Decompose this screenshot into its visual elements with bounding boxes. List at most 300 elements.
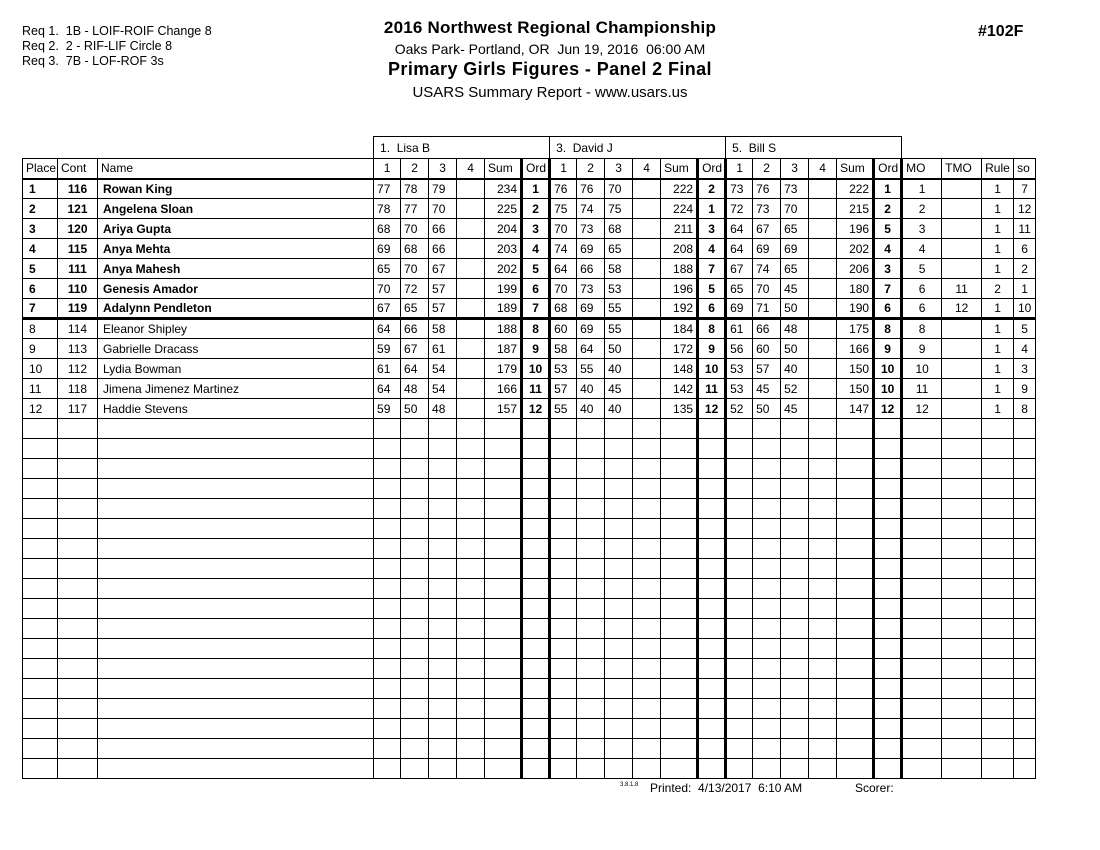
empty-cell [58,699,98,719]
empty-cell [837,659,874,679]
empty-cell [577,479,605,499]
empty-cell [633,759,661,779]
empty-cell [982,619,1014,639]
empty-cell [485,499,522,519]
empty-cell [726,679,753,699]
empty-cell [726,499,753,519]
result-row [23,199,1036,219]
empty-cell [982,519,1014,539]
empty-cell [982,739,1014,759]
judge3-sum-cell: 222 [837,179,874,199]
empty-cell [457,599,485,619]
empty-cell [522,599,550,619]
empty-cell [485,739,522,759]
empty-cell [429,679,457,699]
empty-cell [726,639,753,659]
empty-cell [58,519,98,539]
empty-cell [874,539,902,559]
col-header-rule: Rule [982,159,1014,179]
judge2-score4-cell [633,399,661,419]
contestant-number-cell: 118 [58,379,98,399]
judge1-score4-cell [457,179,485,199]
judge3-ordinal-cell: 2 [874,199,902,219]
judge2-score3-cell: 50 [605,339,633,359]
sum-of-ordinals-cell: 2 [1014,259,1036,279]
result-row [23,319,1036,339]
empty-cell [698,639,726,659]
empty-cell [58,499,98,519]
empty-cell [874,719,902,739]
judge3-ordinal-cell: 1 [874,179,902,199]
judge3-ordinal-cell: 6 [874,299,902,319]
empty-cell [982,539,1014,559]
judge3-sum-cell: 150 [837,359,874,379]
empty-cell [550,519,577,539]
empty-row [23,679,1036,699]
sum-of-ordinals-cell: 10 [1014,299,1036,319]
empty-cell [1014,539,1036,559]
empty-cell [429,419,457,439]
judge1-score1-cell: 69 [374,239,401,259]
sum-of-ordinals-cell: 5 [1014,319,1036,339]
col-header-so: so [1014,159,1036,179]
empty-cell [633,739,661,759]
judge3-ordinal-cell: 3 [874,259,902,279]
empty-cell [902,699,942,719]
rule-cell: 1 [982,239,1014,259]
empty-cell [98,679,374,699]
judge1-score3-cell: 66 [429,239,457,259]
empty-cell [522,499,550,519]
judge-header-spacer-left [23,137,374,159]
empty-row [23,739,1036,759]
judge2-score4-cell [633,179,661,199]
empty-cell [726,479,753,499]
empty-cell [605,759,633,779]
empty-cell [605,539,633,559]
empty-cell [874,759,902,779]
empty-cell [837,519,874,539]
empty-cell [809,679,837,699]
judge1-score3-cell: 58 [429,319,457,339]
empty-cell [902,739,942,759]
empty-cell [753,559,781,579]
empty-cell [605,439,633,459]
empty-cell [23,699,58,719]
empty-cell [1014,759,1036,779]
empty-row [23,699,1036,719]
empty-cell [661,699,698,719]
result-row [23,219,1036,239]
empty-cell [374,559,401,579]
empty-cell [522,719,550,739]
empty-cell [698,679,726,699]
judge3-ordinal-cell: 7 [874,279,902,299]
empty-cell [401,559,429,579]
empty-cell [809,699,837,719]
empty-cell [809,619,837,639]
judge2-score2-cell: 69 [577,299,605,319]
empty-row [23,439,1036,459]
col-header-judge1-score1: 1 [374,159,401,179]
judge2-score1-cell: 57 [550,379,577,399]
empty-cell [550,619,577,639]
empty-cell [781,639,809,659]
empty-cell [58,539,98,559]
empty-cell [781,759,809,779]
empty-cell [698,659,726,679]
empty-cell [661,619,698,639]
empty-cell [661,719,698,739]
place-cell: 11 [23,379,58,399]
empty-cell [726,619,753,639]
col-header-mo: MO [902,159,942,179]
judge1-score4-cell [457,379,485,399]
judge3-sum-cell: 215 [837,199,874,219]
judge1-score2-cell: 78 [401,179,429,199]
majority-ordinal-cell: 11 [902,379,942,399]
col-header-judge2-score1: 1 [550,159,577,179]
judge3-score2-cell: 76 [753,179,781,199]
judge1-sum-cell: 234 [485,179,522,199]
empty-cell [605,419,633,439]
judge2-score3-cell: 58 [605,259,633,279]
empty-cell [781,579,809,599]
empty-cell [902,639,942,659]
majority-ordinal-cell: 6 [902,299,942,319]
contestant-number-cell: 117 [58,399,98,419]
judge2-score2-cell: 74 [577,199,605,219]
empty-cell [698,519,726,539]
sum-of-ordinals-cell: 8 [1014,399,1036,419]
judge2-score4-cell [633,259,661,279]
empty-cell [429,719,457,739]
judge3-score3-cell: 73 [781,179,809,199]
empty-cell [23,659,58,679]
empty-cell [982,759,1014,779]
software-version: 3.8.1.8 [620,782,639,788]
judge3-score3-cell: 50 [781,299,809,319]
empty-cell [457,579,485,599]
judge1-sum-cell: 157 [485,399,522,419]
empty-cell [942,759,982,779]
empty-cell [605,519,633,539]
judge3-score3-cell: 65 [781,219,809,239]
judge2-score4-cell [633,219,661,239]
judge1-score2-cell: 65 [401,299,429,319]
total-majority-ordinal-cell [942,259,982,279]
judge1-score1-cell: 67 [374,299,401,319]
contestant-number-cell: 116 [58,179,98,199]
judge1-score4-cell [457,299,485,319]
empty-cell [485,619,522,639]
empty-cell [374,639,401,659]
skater-name-cell: Gabrielle Dracass [98,339,374,359]
judge2-score2-cell: 55 [577,359,605,379]
judge3-score3-cell: 52 [781,379,809,399]
empty-cell [809,479,837,499]
skater-name-cell: Rowan King [98,179,374,199]
empty-cell [98,619,374,639]
empty-cell [942,699,982,719]
empty-cell [98,559,374,579]
empty-cell [633,539,661,559]
empty-cell [874,699,902,719]
judge1-score3-cell: 61 [429,339,457,359]
judge3-score2-cell: 70 [753,279,781,299]
col-header-judge1-sum: Sum [485,159,522,179]
sum-of-ordinals-cell: 9 [1014,379,1036,399]
judge3-score4-cell [809,219,837,239]
place-cell: 3 [23,219,58,239]
empty-cell [982,479,1014,499]
empty-cell [874,499,902,519]
empty-cell [874,459,902,479]
empty-cell [902,539,942,559]
col-header-judge3-score4: 4 [809,159,837,179]
empty-cell [522,459,550,479]
empty-cell [781,539,809,559]
judge2-score1-cell: 68 [550,299,577,319]
empty-cell [809,759,837,779]
judge2-score3-cell: 68 [605,219,633,239]
col-header-judge2-score4: 4 [633,159,661,179]
empty-cell [837,619,874,639]
empty-cell [942,619,982,639]
judge3-sum-cell: 180 [837,279,874,299]
empty-cell [522,519,550,539]
empty-cell [633,679,661,699]
empty-cell [577,559,605,579]
empty-cell [605,479,633,499]
empty-cell [982,659,1014,679]
majority-ordinal-cell: 4 [902,239,942,259]
empty-cell [522,619,550,639]
result-row [23,379,1036,399]
empty-cell [809,639,837,659]
empty-cell [457,659,485,679]
empty-cell [809,559,837,579]
judge1-sum-cell: 225 [485,199,522,219]
judge2-score1-cell: 60 [550,319,577,339]
judge3-sum-cell: 202 [837,239,874,259]
empty-row [23,459,1036,479]
empty-cell [429,479,457,499]
judge1-score2-cell: 77 [401,199,429,219]
empty-cell [661,479,698,499]
judge2-ordinal-cell: 10 [698,359,726,379]
judge-1-name: 1. Lisa B [374,137,550,159]
empty-cell [577,659,605,679]
majority-ordinal-cell: 12 [902,399,942,419]
skater-name-cell: Haddie Stevens [98,399,374,419]
judge3-ordinal-cell: 10 [874,359,902,379]
empty-cell [661,739,698,759]
empty-cell [753,699,781,719]
empty-cell [781,559,809,579]
empty-cell [753,419,781,439]
judge1-sum-cell: 188 [485,319,522,339]
empty-row [23,759,1036,779]
empty-cell [753,599,781,619]
empty-cell [781,659,809,679]
empty-cell [457,519,485,539]
empty-cell [605,499,633,519]
place-cell: 12 [23,399,58,419]
empty-cell [781,499,809,519]
empty-cell [698,599,726,619]
judge1-score1-cell: 64 [374,319,401,339]
judge2-sum-cell: 184 [661,319,698,339]
judge1-ordinal-cell: 5 [522,259,550,279]
empty-cell [837,759,874,779]
empty-cell [577,419,605,439]
empty-cell [698,619,726,639]
empty-cell [98,699,374,719]
total-majority-ordinal-cell [942,379,982,399]
empty-cell [485,659,522,679]
empty-cell [837,739,874,759]
empty-cell [605,559,633,579]
empty-cell [577,499,605,519]
empty-cell [485,439,522,459]
empty-cell [522,679,550,699]
empty-cell [633,599,661,619]
empty-cell [98,499,374,519]
rule-cell: 1 [982,219,1014,239]
empty-cell [633,479,661,499]
empty-row [23,659,1036,679]
judge2-score1-cell: 70 [550,279,577,299]
judge2-score3-cell: 70 [605,179,633,199]
empty-cell [98,579,374,599]
empty-cell [726,739,753,759]
judge2-score4-cell [633,199,661,219]
empty-cell [98,419,374,439]
judge3-sum-cell: 175 [837,319,874,339]
empty-cell [902,759,942,779]
empty-cell [457,479,485,499]
empty-cell [374,719,401,739]
empty-cell [485,639,522,659]
skater-name-cell: Anya Mehta [98,239,374,259]
empty-cell [698,559,726,579]
judge2-score2-cell: 66 [577,259,605,279]
judge2-sum-cell: 196 [661,279,698,299]
empty-cell [429,559,457,579]
empty-cell [753,579,781,599]
empty-cell [1014,499,1036,519]
judge1-score1-cell: 70 [374,279,401,299]
empty-cell [942,679,982,699]
empty-cell [661,559,698,579]
empty-cell [58,739,98,759]
total-majority-ordinal-cell: 12 [942,299,982,319]
empty-cell [23,539,58,559]
sum-of-ordinals-cell: 1 [1014,279,1036,299]
rule-cell: 1 [982,259,1014,279]
judge1-score2-cell: 67 [401,339,429,359]
empty-cell [485,479,522,499]
contestant-number-cell: 120 [58,219,98,239]
judge1-ordinal-cell: 3 [522,219,550,239]
empty-cell [1014,679,1036,699]
judge1-sum-cell: 202 [485,259,522,279]
empty-cell [23,579,58,599]
rule-cell: 1 [982,319,1014,339]
judge2-score4-cell [633,279,661,299]
empty-cell [550,559,577,579]
empty-cell [401,519,429,539]
event-number: #102F [978,23,1024,40]
judge3-ordinal-cell: 12 [874,399,902,419]
empty-cell [374,599,401,619]
empty-cell [753,479,781,499]
contestant-number-cell: 121 [58,199,98,219]
judge1-ordinal-cell: 10 [522,359,550,379]
majority-ordinal-cell: 8 [902,319,942,339]
empty-cell [753,539,781,559]
empty-row [23,719,1036,739]
col-header-judge2-ord: Ord [698,159,726,179]
judge3-sum-cell: 150 [837,379,874,399]
judge3-score4-cell [809,319,837,339]
requirement-1: Req 1. 1B - LOIF-ROIF Change 8 [22,24,212,38]
result-row [23,399,1036,419]
empty-cell [58,719,98,739]
empty-cell [633,439,661,459]
empty-cell [457,439,485,459]
empty-cell [577,699,605,719]
total-majority-ordinal-cell [942,179,982,199]
empty-cell [837,599,874,619]
empty-cell [902,479,942,499]
judge2-score1-cell: 55 [550,399,577,419]
championship-title: 2016 Northwest Regional Championship [383,18,717,37]
judge1-score3-cell: 57 [429,299,457,319]
judge2-score3-cell: 65 [605,239,633,259]
empty-cell [485,759,522,779]
empty-cell [577,639,605,659]
empty-cell [633,559,661,579]
judge1-score3-cell: 79 [429,179,457,199]
judge1-score3-cell: 54 [429,359,457,379]
empty-cell [874,419,902,439]
empty-row [23,479,1036,499]
judge2-score1-cell: 58 [550,339,577,359]
empty-cell [809,539,837,559]
empty-cell [58,419,98,439]
judge1-sum-cell: 204 [485,219,522,239]
place-cell: 4 [23,239,58,259]
empty-cell [661,439,698,459]
place-cell: 2 [23,199,58,219]
empty-cell [942,419,982,439]
empty-cell [522,659,550,679]
col-header-name: Name [98,159,374,179]
empty-cell [485,599,522,619]
rule-cell: 2 [982,279,1014,299]
empty-cell [942,659,982,679]
empty-cell [781,699,809,719]
empty-cell [874,619,902,639]
judge1-score3-cell: 70 [429,199,457,219]
judge3-score3-cell: 69 [781,239,809,259]
place-cell: 6 [23,279,58,299]
empty-cell [661,679,698,699]
empty-cell [401,699,429,719]
empty-cell [457,539,485,559]
